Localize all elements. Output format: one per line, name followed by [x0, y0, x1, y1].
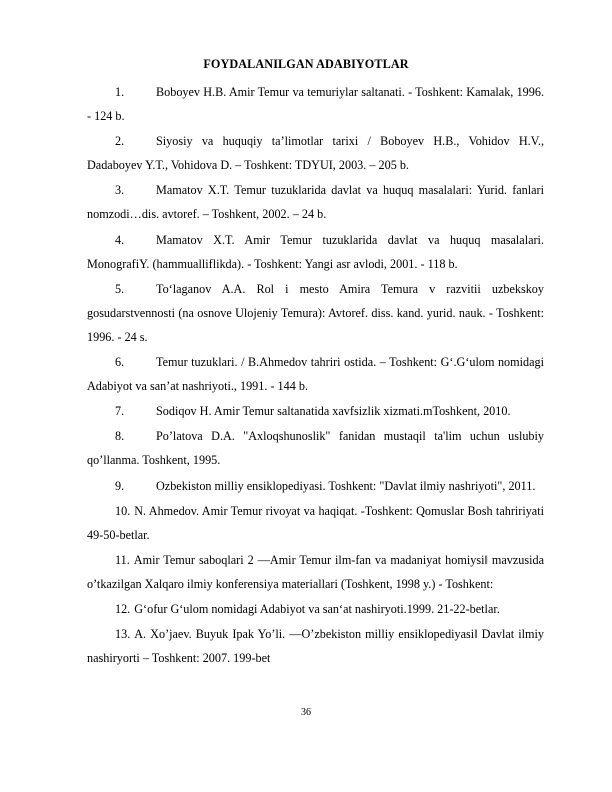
reference-number: 1. [115, 85, 125, 99]
reference-item [87, 424, 544, 472]
reference-number: 7. [115, 404, 125, 419]
reference-item [87, 350, 544, 398]
reference-text: Mamatov X.T. Temur tuzuklarida davlat va huquq masalalari: Yurid. fanlari nomzodi…dis. avtoref. – Toshkent, 2002. – 24 b. [87, 183, 544, 222]
reference-item [87, 474, 544, 498]
reference-number: 5. [115, 281, 125, 296]
reference-text: Temur tuzuklari. / B.Ahmedov tahriri ostida. – Toshkent: G‘.G‘ulom nomidagi Adabiyot va san’at nashriyoti., 1991. - 144 b. [87, 354, 544, 393]
reference-text: Boboyev H.B. Amir Temur va temuriylar saltanati. - Toshkent: Kamalak, 1996. - 124 b. [87, 85, 544, 123]
reference-number: 9. [115, 478, 125, 493]
reference-item [87, 597, 544, 621]
reference-item [87, 399, 544, 423]
reference-number: 12. [115, 602, 131, 617]
reference-text: Sodiqov H. Amir Temur saltanatida xavfsizlik xizmati.mToshkent, 2010. [156, 404, 511, 419]
reference-text: N. Ahmedov. Amir Temur rivoyat va haqiqat. -Toshkent: Qomuslar Bosh tahririyati 49-50-betlar. [87, 503, 544, 542]
page-number: 36 [301, 707, 311, 718]
reference-number: 11. [115, 552, 130, 567]
reference-text: A. Xo’jaev. Buyuk Ipak Yo’li. ―O’zbekiston milliy ensiklopediyasi‖ Davlat ilmiy nashiryorti – Toshkent: 2007. 199-bet [87, 627, 544, 666]
reference-list [87, 80, 544, 671]
reference-item [87, 178, 544, 226]
reference-item [87, 277, 544, 349]
reference-number: 8. [115, 429, 125, 444]
reference-number: 10. [115, 503, 131, 518]
reference-number: 4. [115, 232, 125, 247]
reference-number: 13. [115, 627, 131, 642]
reference-text: Mamatov X.T. Amir Temur tuzuklarida davlat va huquq masalalari. MonografiY. (hammualliflikda). - Toshkent: Yangi asr avlodi, 2001. - 118 b. [87, 232, 544, 271]
reference-text: Siyosiy va huquqiy ta’limotlar tarixi / Boboyev H.B., Vohidov H.V., Dadaboyev Y.T., Vohidova D. – Toshkent: TDYUI, 2003. – 205 b. [87, 134, 544, 173]
reference-item [87, 228, 544, 276]
reference-text: Po’latova D.A. "Axloqshunoslik" fanidan mustaqil ta'lim uchun uslubiy qo’llanma. Toshkent, 1995. [87, 429, 544, 468]
reference-number: 3. [115, 183, 125, 198]
reference-text: Ozbekiston milliy ensiklopediyasi. Toshkent: "Davlat ilmiy nashriyoti", 2011. [156, 478, 536, 493]
reference-item [87, 129, 544, 177]
reference-item [87, 548, 544, 596]
reference-number: 6. [115, 354, 125, 369]
page-heading: FOYDALANILGAN ADABIYOTLAR [203, 57, 409, 71]
reference-item [87, 499, 544, 547]
reference-item [87, 80, 544, 128]
reference-text: Amir Temur saboqlari 2 ―Amir Temur ilm-fan va madaniyat homiysi‖ mavzusida o’tkazilgan Xalqaro ilmiy konferensiya materiallari (Toshkent, 1998 y.) - Toshkent: [87, 552, 544, 591]
reference-text: G‘ofur G‘ulom nomidagi Adabiyot va san‘at nashiryoti.1999. 21-22-betlar. [134, 602, 500, 617]
reference-item [87, 622, 544, 670]
reference-number: 2. [115, 134, 125, 149]
reference-text: To‘laganov A.A. Rol i mesto Amira Temura v razvitii uzbekskoy gosudarstvennosti (na osnove Ulojeniy Temura): Avtoref. diss. kand. yurid. nauk. - Toshkent: 1996. - 24 s. [87, 281, 544, 344]
